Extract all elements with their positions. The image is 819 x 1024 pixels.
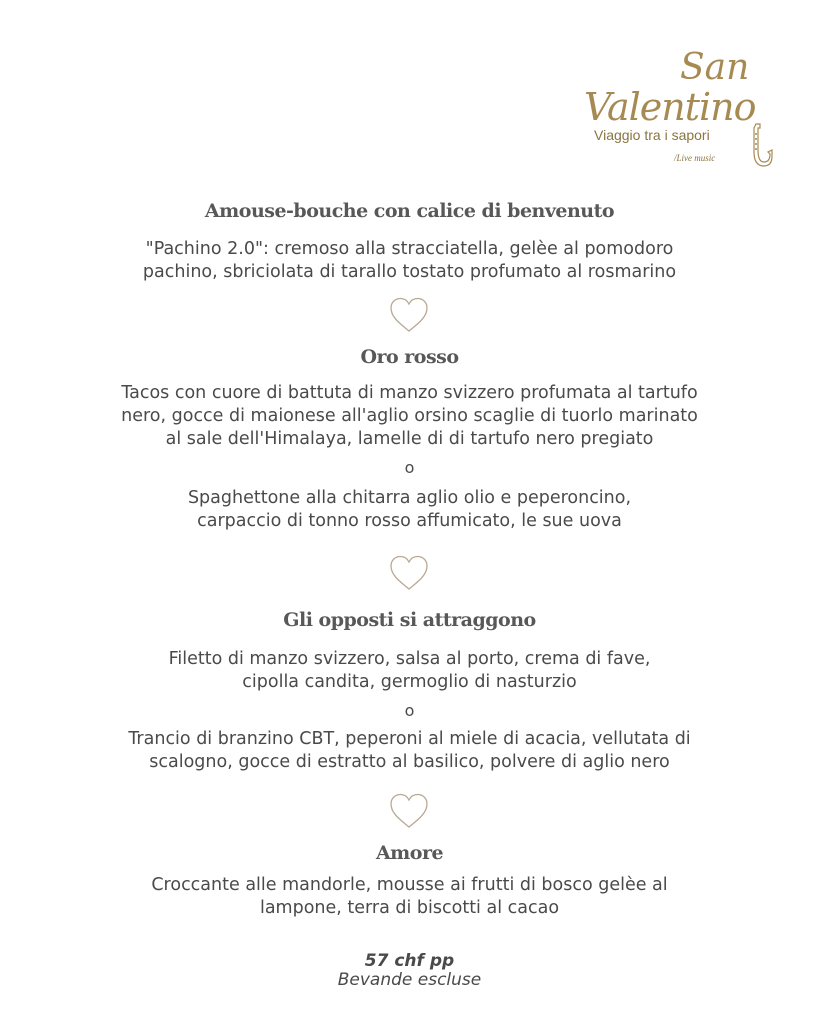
event-logo [580,47,780,170]
dish-spaghettone: Spaghettone alla chitarra aglio olio e peperoncino, carpaccio di tonno rosso affumicato, le sue uova [187,488,632,531]
heart-divider-icon [388,554,430,592]
heart-divider-icon [388,792,430,830]
dish-separator: o [404,701,415,720]
dish-tacos: Tacos con cuore di battuta di manzo svizzero profumata al tartufo nero, gocce di maionese all'aglio orsino scaglie di tuorlo marinato al sale dell'Himalaya, lamelle di di tartufo nero pregiato [121,383,698,449]
dish-branzino: Trancio di branzino CBT, peperoni al miele di acacia, vellutata di scalogno, gocce di estratto al basilico, polvere di aglio nero [128,729,691,772]
course-title-oro-rosso: Oro rosso [360,346,459,368]
course-title-opposti: Gli opposti si attraggono [283,609,536,631]
dish-croccante: Croccante alle mandorle, mousse ai frutti di bosco gelèe al lampone, terra di biscotti al cacao [151,875,668,918]
logo-title-line2: Valentino [584,85,756,129]
logo-subtag: /Live music [674,153,716,163]
dish-filetto: Filetto di manzo svizzero, salsa al porto, crema di fave, cipolla candita, germoglio di nasturzio [168,649,651,692]
course-title-amore: Amore [375,842,444,864]
heart-divider-icon [388,296,430,334]
price-note: Bevande escluse [337,970,482,990]
logo-title-line1: San [680,47,750,88]
course-title-amouse-bouche: Amouse-bouche con calice di benvenuto [204,200,615,222]
saxophone-icon [750,122,774,168]
menu-price: 57 chf pp [364,951,455,971]
dish-pachino: "Pachino 2.0": cremoso alla stracciatella, gelèe al pomodoro pachino, sbriciolata di tarallo tostato profumato al rosmarino [142,239,677,282]
dish-separator: o [404,458,415,477]
logo-tagline: Viaggio tra i sapori [594,127,710,143]
